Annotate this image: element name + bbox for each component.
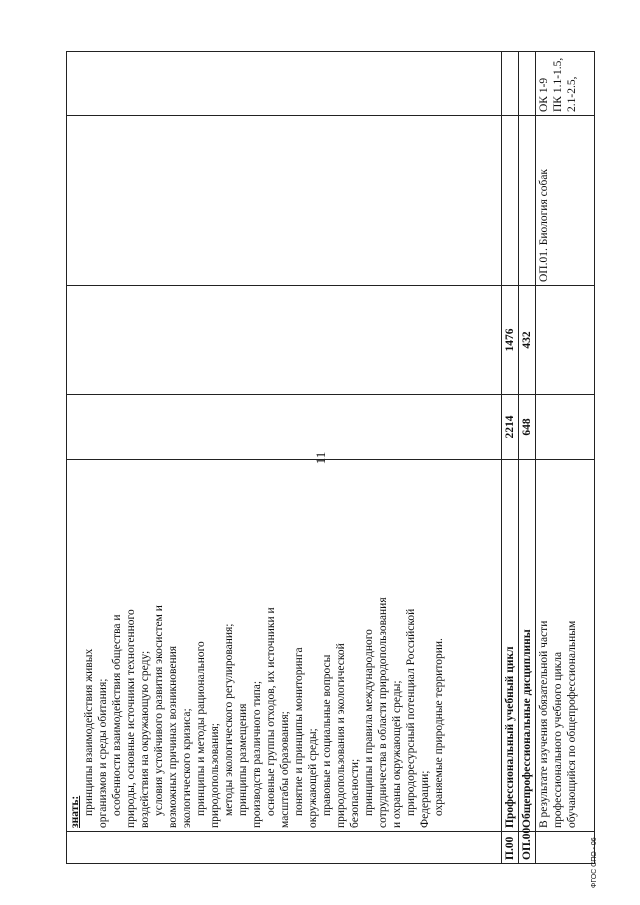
knowledge-item: производств различного типа; [251, 680, 263, 828]
page-number: 11 [313, 451, 328, 465]
knowledge-item: методы экологического регулирования; [223, 623, 235, 816]
knowledge-item: природопользования и экологической [335, 643, 347, 828]
row-discipline [502, 116, 519, 286]
knowledge-item: экологического кризиса; [181, 708, 193, 828]
knowledge-list [82, 463, 446, 828]
row-description [536, 460, 595, 832]
row-max-hours: 648 [519, 395, 536, 460]
curriculum-table [66, 51, 595, 864]
table-row-study-result [536, 52, 595, 864]
discipline-cell [67, 116, 502, 286]
max-load-cell [67, 395, 502, 460]
knowledge-item: организмов и среды обитания; [97, 678, 109, 828]
obligatory-load-cell [67, 286, 502, 395]
competence-line: 2.1-2.5, [566, 76, 578, 112]
knowledge-item: возможных причинах возникновения [167, 645, 179, 828]
code-cell [67, 832, 502, 864]
knowledge-item: природопользования; [209, 723, 221, 828]
knowledge-item: масштабы образования; [279, 711, 291, 828]
row-code [536, 832, 595, 864]
row-max-hours [536, 395, 595, 460]
description-line: профессионального учебного цикла [552, 651, 564, 828]
row-discipline [519, 116, 536, 286]
knowledge-item: принципы и методы рационального [195, 641, 207, 816]
know-label: знать: [69, 795, 81, 828]
knowledge-item: понятие и принципы мониторинга [293, 647, 305, 816]
row-competences [519, 52, 536, 116]
table-row-general-professional [519, 52, 536, 864]
knowledge-item: окружающей среды; [307, 728, 319, 828]
row-competences [502, 52, 519, 116]
knowledge-item: сотрудничества в области природопользования [377, 597, 389, 828]
footer-document-code: ФГОС СПО - 06 [591, 837, 598, 888]
knowledge-item: и охраны окружающей среды; [391, 680, 403, 828]
knowledge-item: природы, основные источники техногенного [125, 609, 137, 828]
knowledge-item: особенности взаимодействия общества и [111, 614, 123, 816]
curriculum-table-container [66, 52, 586, 864]
table-row-knowledge [67, 52, 502, 864]
knowledge-item: охраняемые природные территории. [433, 638, 445, 816]
knowledge-item: Федерации; [419, 770, 431, 828]
row-max-hours: 2214 [502, 395, 519, 460]
row-obligatory-hours: 1476 [502, 286, 519, 395]
knowledge-item: безопасности; [349, 758, 361, 828]
row-discipline: ОП.01. Биология собак [536, 116, 595, 286]
description-line: обучающийся по общепрофессиональным [566, 620, 578, 828]
row-competences [536, 52, 595, 116]
competence-cell [67, 52, 502, 116]
competence-line: ОК 1-9 [538, 77, 550, 112]
knowledge-item: принципы взаимодействия живых [83, 648, 95, 816]
row-title: Общепрофессиональные дисциплины [519, 460, 536, 832]
knowledge-item: условия устойчивого развития экосистем и [153, 605, 165, 816]
row-obligatory-hours [536, 286, 595, 395]
row-obligatory-hours: 432 [519, 286, 536, 395]
knowledge-item: принципы размещения [237, 703, 249, 816]
knowledge-item: принципы и правила международного [363, 629, 375, 816]
row-code: П.00 [502, 832, 519, 864]
row-title: Профессиональный учебный цикл [502, 460, 519, 832]
description-line: В результате изучения обязательной части [538, 620, 550, 828]
knowledge-item: правовые и социальные вопросы [321, 654, 333, 816]
knowledge-cell [67, 460, 502, 832]
knowledge-item: природоресурсный потенциал Российской [405, 608, 417, 816]
knowledge-item: основные группы отходов, их источники и [265, 607, 277, 816]
row-code: ОП.00 [519, 832, 536, 864]
competence-line: ПК 1.1-1.5, [552, 57, 564, 112]
knowledge-item: воздействия на окружающую среду; [139, 650, 151, 828]
table-row-professional-cycle [502, 52, 519, 864]
